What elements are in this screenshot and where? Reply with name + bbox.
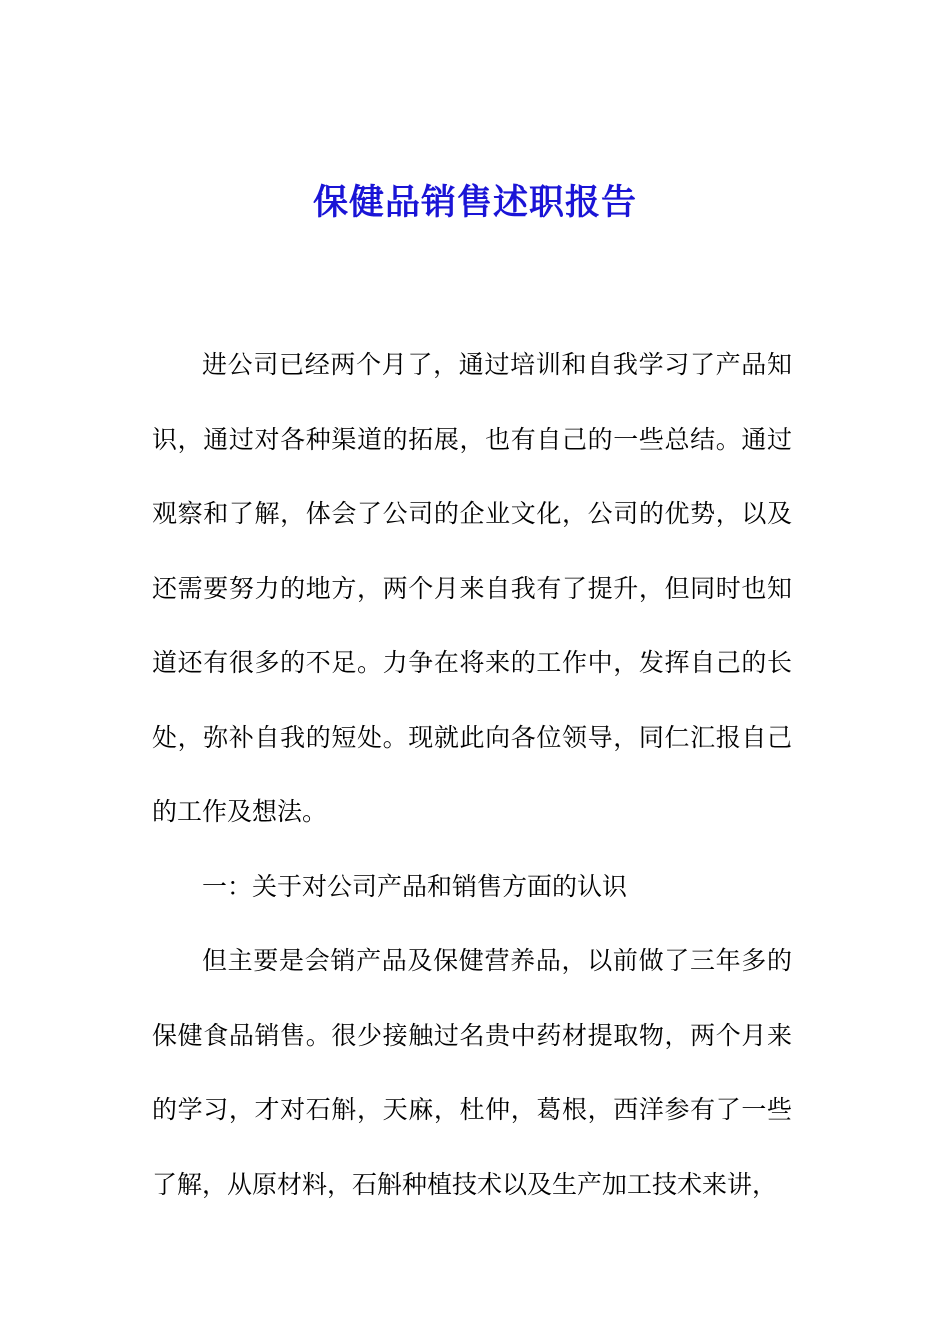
paragraph-intro: 进公司已经两个月了，通过培训和自我学习了产品知识，通过对各种渠道的拓展，也有自己的一些总结。通过观察和了解，体会了公司的企业文化，公司的优势，以及还需要努力的地方，两个月来自我有了提升，但同时也知道还有很多的不足。力争在将来的工作中，发挥自己的长处，弥补自我的短处。现就此向各位领导，同仁汇报自己的工作及想法。	[152, 350, 792, 826]
section-heading-1: 一：关于对公司产品和销售方面的认识	[202, 871, 628, 901]
paragraph-products: 但主要是会销产品及保健营养品，以前做了三年多的保健食品销售。很少接触过名贵中药材提取物，两个月来的学习，才对石斛，天麻，杜仲，葛根，西洋参有了一些了解，从原材料，石斛种植技术以及生产加工技术来讲，	[152, 946, 792, 1199]
document-body	[152, 328, 792, 1222]
document-title: 保健品销售述职报告	[312, 182, 637, 223]
